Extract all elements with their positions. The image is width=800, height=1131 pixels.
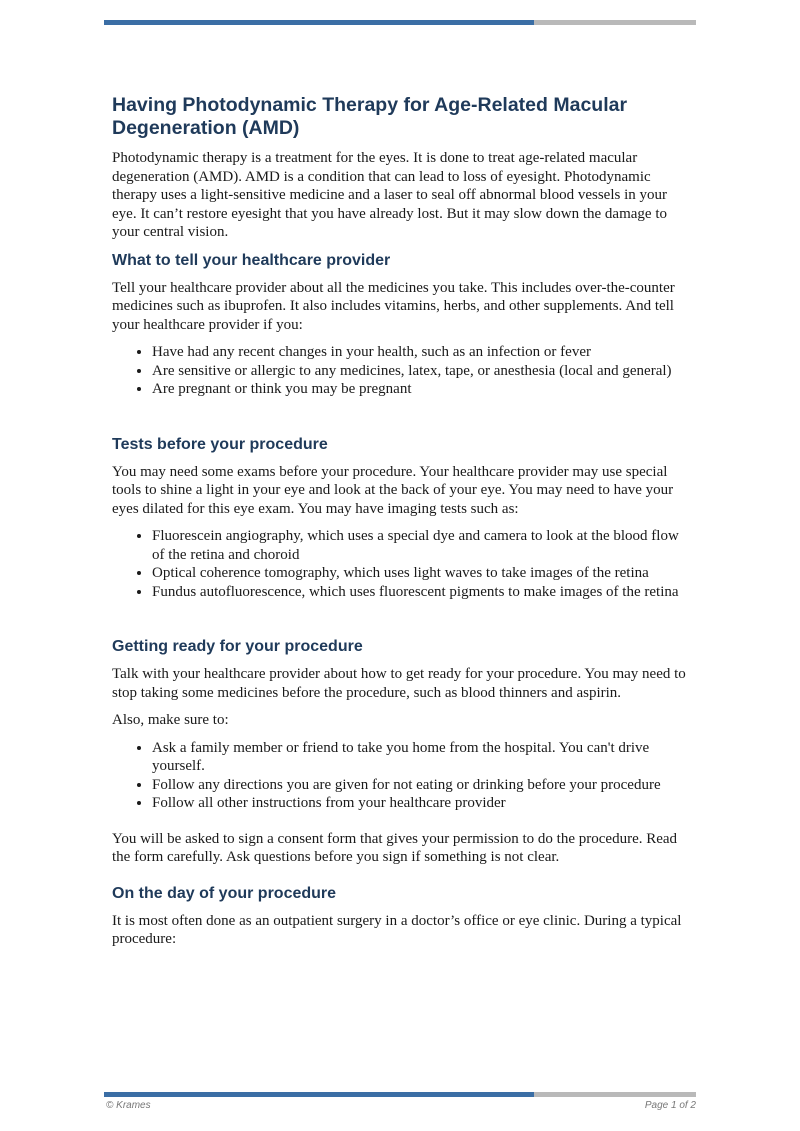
- top-rule-accent: [104, 20, 534, 25]
- document-body: [112, 94, 694, 958]
- section-heading-day-of: On the day of your procedure: [112, 884, 337, 902]
- footer-copyright: © Krames: [106, 1100, 151, 1111]
- page-title: Having Photodynamic Therapy for Age-Related Macular Degeneration (AMD): [112, 94, 628, 139]
- section-paragraph: Tell your healthcare provider about all the medicines you take. This includes over-the-counter medicines such as ibuprofen. It also includes vitamins, herbs, and other supplements. And tell your healthcare provider if you:: [112, 279, 675, 333]
- list-item: • Optical coherence tomography, which uses light waves to take images of the retina: [152, 564, 694, 583]
- spacer: [112, 610, 694, 637]
- list-item: • Are sensitive or allergic to any medicines, latex, tape, or anesthesia (local and general): [152, 362, 694, 381]
- list-item: • Follow any directions you are given for not eating or drinking before your procedure: [152, 776, 694, 795]
- top-rule-gray: [534, 20, 696, 25]
- list-item: • Ask a family member or friend to take you home from the hospital. You can't drive yourself.: [152, 739, 694, 776]
- list-item: • Fluorescein angiography, which uses a special dye and camera to look at the blood flow of the retina and choroid: [152, 527, 694, 564]
- bottom-rule: [104, 1092, 696, 1097]
- section-paragraph: You may need some exams before your procedure. Your healthcare provider may use special tools to shine a light in your eye and look at the back of your eye. You may need to have your eyes dilated for this eye exam. You may have imaging tests such as:: [112, 463, 674, 517]
- bottom-rule-accent: [104, 1092, 534, 1097]
- section-paragraph: Also, make sure to:: [112, 712, 229, 728]
- list-item: • Fundus autofluorescence, which uses fluorescent pigments to make images of the retina: [152, 583, 694, 602]
- section-paragraph: It is most often done as an outpatient surgery in a doctor’s office or eye clinic. During a typical procedure:: [112, 912, 682, 947]
- bullet-list: [112, 739, 694, 813]
- spacer: [112, 876, 694, 884]
- section-heading-tests: Tests before your procedure: [112, 435, 328, 453]
- list-item: • Are pregnant or think you may be pregnant: [152, 380, 694, 399]
- intro-paragraph: Photodynamic therapy is a treatment for the eyes. It is done to treat age-related macular degeneration (AMD). AMD is a condition that can lead to loss of eyesight. Photodynamic therapy uses a light-sensitive medicine and a laser to seal off abnormal blood vessels in your eye. It can’t restore eyesight that you have already lost. But it may slow down the damage to your central vision.: [112, 150, 667, 240]
- footer-page-number: Page 1 of 2: [644, 1100, 696, 1111]
- top-rule: [104, 20, 696, 25]
- bottom-rule-gray: [534, 1092, 696, 1097]
- section-paragraph: You will be asked to sign a consent form that gives your permission to do the procedure. Read the form carefully. Ask questions before you sign if something is not clear.: [112, 830, 678, 865]
- section-heading-tell-provider: What to tell your healthcare provider: [112, 251, 391, 269]
- bullet-list: [112, 343, 694, 399]
- list-item: • Have had any recent changes in your health, such as an infection or fever: [152, 343, 694, 362]
- list-item: • Follow all other instructions from your healthcare provider: [152, 794, 694, 813]
- spacer: [112, 408, 694, 435]
- spacer: [112, 822, 694, 830]
- bullet-list: [112, 527, 694, 601]
- section-heading-getting-ready: Getting ready for your procedure: [112, 638, 363, 655]
- section-paragraph: Talk with your healthcare provider about how to get ready for your procedure. You may need to stop taking some medicines before the procedure, such as blood thinners and aspirin.: [112, 666, 686, 701]
